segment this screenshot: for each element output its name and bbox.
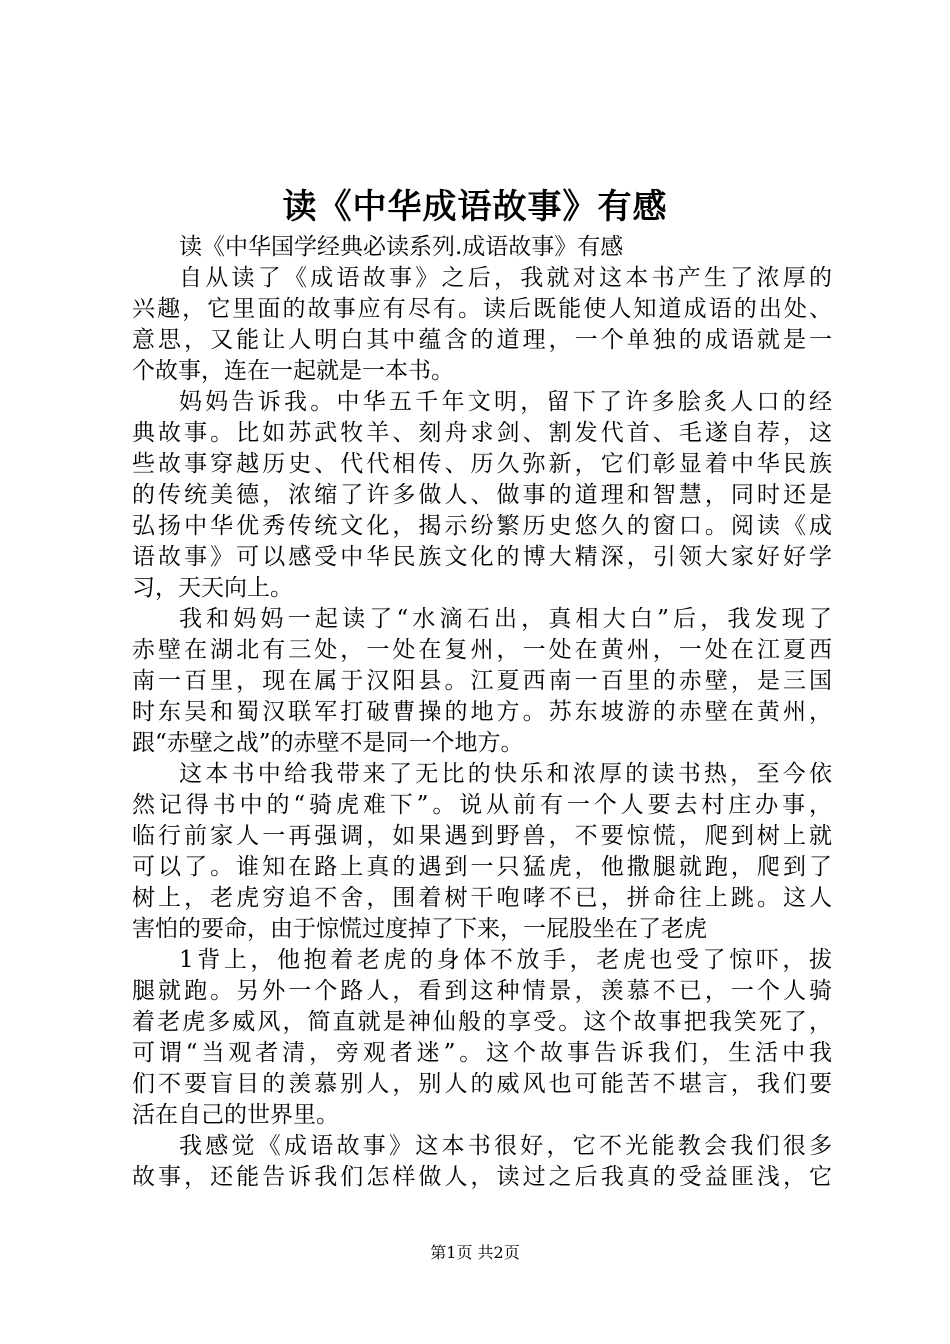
text-line: 习，天天向上。 <box>132 575 293 601</box>
text-line: 们不要盲目的羡慕别人，别人的威风也可能苦不堪言，我们要 <box>132 1071 832 1097</box>
document-subtitle: 读《中华国学经典必读系列.成语故事》有感 <box>179 234 624 260</box>
text-line: 妈妈告诉我。中华五千年文明，留下了许多脍炙人口的经 <box>179 389 832 415</box>
text-line: 树上，老虎穷追不舍，围着树干咆哮不已，拼命往上跳。这人 <box>132 885 832 911</box>
document-title: 读《中华成语故事》有感 <box>282 187 668 227</box>
text-line: 故事，还能告诉我们怎样做人，读过之后我真的受益匪浅，它 <box>132 1164 832 1190</box>
text-line: 活在自己的世界里。 <box>132 1102 339 1128</box>
text-line: 害怕的要命，由于惊慌过度掉了下来，一屁股坐在了老虎 <box>132 916 707 942</box>
text-line: 可谓“当观者清，旁观者迷”。这个故事告诉我们，生活中我 <box>132 1040 832 1066</box>
text-line: 着老虎多威风，简直就是神仙般的享受。这个故事把我笑死了， <box>132 1009 832 1035</box>
text-line: 我感觉《成语故事》这本书很好，它不光能教会我们很多 <box>179 1133 832 1159</box>
text-line: 语故事》可以感受中华民族文化的博大精深，引领大家好好学 <box>132 544 832 570</box>
text-line: 跟“赤壁之战”的赤壁不是同一个地方。 <box>132 730 524 756</box>
text-line: 1背上，他抱着老虎的身体不放手，老虎也受了惊吓，拔 <box>179 947 832 973</box>
text-line: 南一百里，现在属于汉阳县。江夏西南一百里的赤壁，是三国 <box>132 668 832 694</box>
text-line: 弘扬中华优秀传统文化，揭示纷繁历史悠久的窗口。阅读《成 <box>132 513 832 539</box>
text-line: 些故事穿越历史、代代相传、历久弥新，它们彰显着中华民族 <box>132 451 832 477</box>
text-line: 时东吴和蜀汉联军打破曹操的地方。苏东坡游的赤壁在黄州， <box>132 699 832 725</box>
text-line: 兴趣，它里面的故事应有尽有。读后既能使人知道成语的出处、 <box>132 296 832 322</box>
text-line: 可以了。谁知在路上真的遇到一只猛虎，他撒腿就跑，爬到了 <box>132 854 832 880</box>
text-line: 腿就跑。另外一个路人，看到这种情景，羡慕不已，一个人骑 <box>132 978 832 1004</box>
text-line: 赤壁在湖北有三处，一处在复州，一处在黄州，一处在江夏西 <box>132 637 832 663</box>
text-line: 这本书中给我带来了无比的快乐和浓厚的读书热，至今依 <box>179 761 832 787</box>
text-line: 个故事，连在一起就是一本书。 <box>132 358 454 384</box>
text-line: 临行前家人一再强调，如果遇到野兽，不要惊慌，爬到树上就 <box>132 823 832 849</box>
text-line: 典故事。比如苏武牧羊、刻舟求剑、割发代首、毛遂自荐，这 <box>132 420 832 446</box>
text-line: 然记得书中的“骑虎难下”。说从前有一个人要去村庄办事， <box>132 792 832 818</box>
text-line: 的传统美德，浓缩了许多做人、做事的道理和智慧，同时还是 <box>132 482 832 508</box>
paragraph-lines <box>132 263 832 1193</box>
text-line: 意思，又能让人明白其中蕴含的道理，一个单独的成语就是一 <box>132 327 832 353</box>
document-body <box>132 232 832 1193</box>
text-line: 自从读了《成语故事》之后，我就对这本书产生了浓厚的 <box>179 265 832 291</box>
page-number-footer: 第1页 共2页 <box>430 1243 520 1262</box>
text-line: 我和妈妈一起读了“水滴石出，真相大白”后，我发现了 <box>179 606 832 632</box>
